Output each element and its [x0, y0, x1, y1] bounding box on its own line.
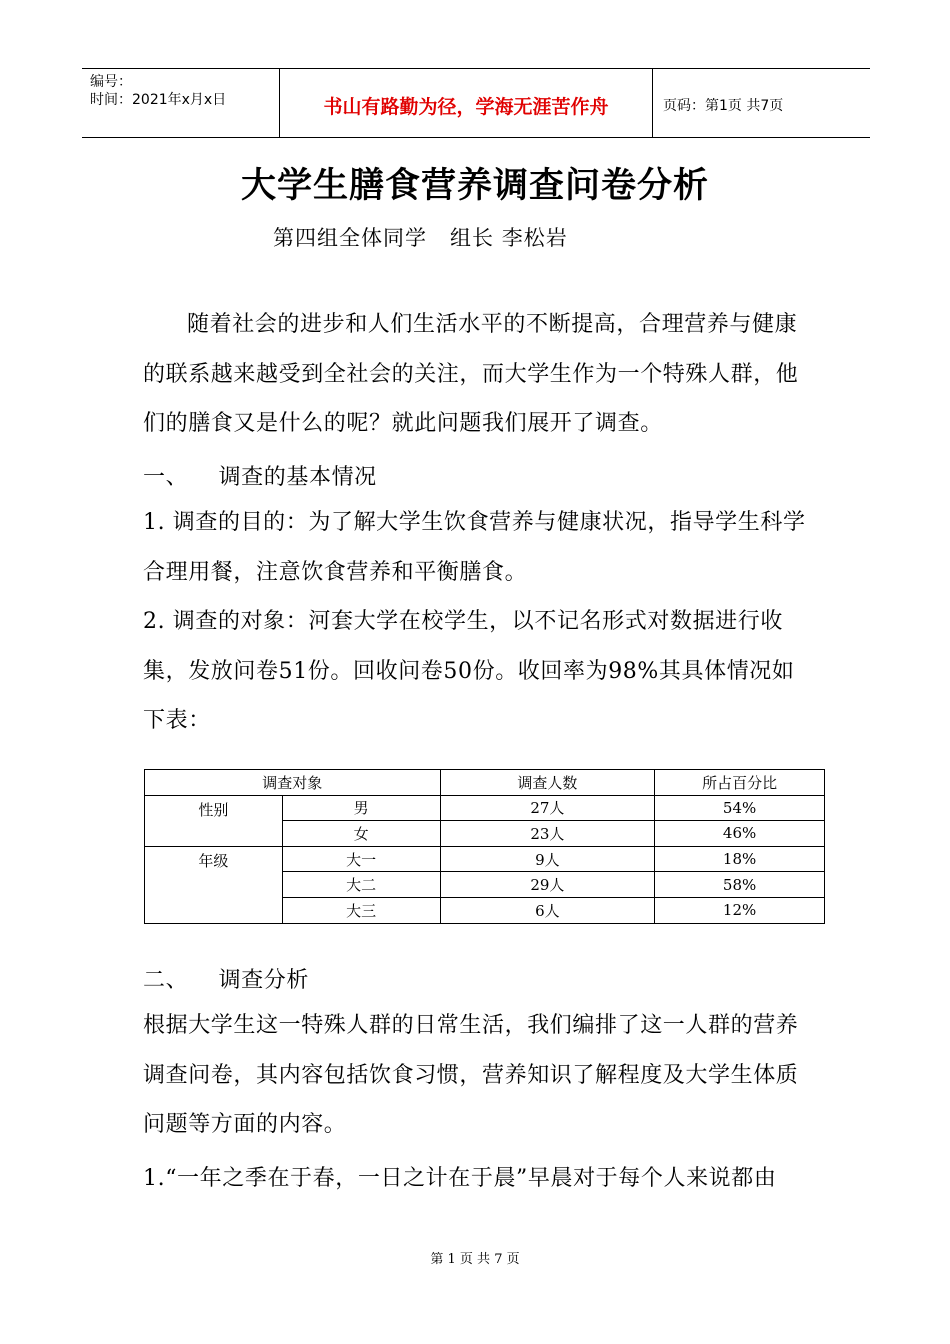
table-header-row [145, 770, 825, 796]
row-percent: 12% [655, 897, 825, 923]
row-count: 9人 [440, 846, 655, 872]
header-cell-percent: 所占百分比 [655, 770, 825, 796]
group-label-grade: 年级 [145, 846, 283, 923]
page-header [82, 68, 870, 138]
row-sub-label: 女 [282, 821, 440, 847]
document-subtitle: 第四组全体同学 组长 李松岩 [273, 226, 568, 250]
section2-heading: 二、 调查分析 [143, 968, 309, 993]
group-label-gender: 性别 [145, 795, 283, 846]
time-label: 时间：2021年x月x日 [90, 92, 227, 108]
header-cell-subject: 调查对象 [145, 770, 441, 796]
row-count: 23人 [440, 821, 655, 847]
table-row [145, 846, 825, 872]
intro-paragraph: 随着社会的进步和人们生活水平的不断提高，合理营养与健康的联系越来越受到全社会的关注，而大学生作为一个特殊人群，他们的膳食又是什么的呢？就此问题我们展开了调查。 [143, 312, 799, 436]
row-sub-label: 大三 [282, 897, 440, 923]
row-count: 6人 [440, 897, 655, 923]
row-sub-label: 大二 [282, 872, 440, 898]
survey-table [144, 769, 825, 924]
header-meta [82, 69, 280, 137]
row-sub-label: 大一 [282, 846, 440, 872]
header-page-info: 页码：第1页 共7页 [663, 98, 784, 114]
page-footer: 第 1 页 共 7 页 [430, 1252, 520, 1267]
code-label: 编号： [90, 74, 132, 90]
row-percent: 46% [655, 821, 825, 847]
row-count: 29人 [440, 872, 655, 898]
row-percent: 54% [655, 795, 825, 821]
row-sub-label: 男 [282, 795, 440, 821]
analysis-paragraph: 根据大学生这一特殊人群的日常生活，我们编排了这一人群的营养调查问卷，其内容包括饮食习惯，营养知识了解程度及大学生体质问题等方面的内容。 [143, 1013, 799, 1137]
document-title: 大学生膳食营养调查问卷分析 [240, 166, 709, 206]
item2-paragraph: 2. 调查的对象：河套大学在校学生，以不记名形式对数据进行收集，发放问卷51份。回收问卷50份。收回率为98%其具体情况如下表： [143, 609, 795, 733]
row-percent: 58% [655, 872, 825, 898]
header-cell-count: 调查人数 [440, 770, 655, 796]
item1-paragraph: 1. 调查的目的：为了解大学生饮食营养与健康状况，指导学生科学合理用餐，注意饮食营养和平衡膳食。 [143, 510, 806, 585]
section1-heading: 一、 调查的基本情况 [143, 465, 377, 490]
header-motto: 书山有路勤为径，学海无涯苦作舟 [280, 69, 653, 137]
table-row [145, 795, 825, 821]
item3-paragraph: 1.“一年之季在于春，一日之计在于晨”早晨对于每个人来说都由 [143, 1166, 777, 1191]
row-percent: 18% [655, 846, 825, 872]
row-count: 27人 [440, 795, 655, 821]
